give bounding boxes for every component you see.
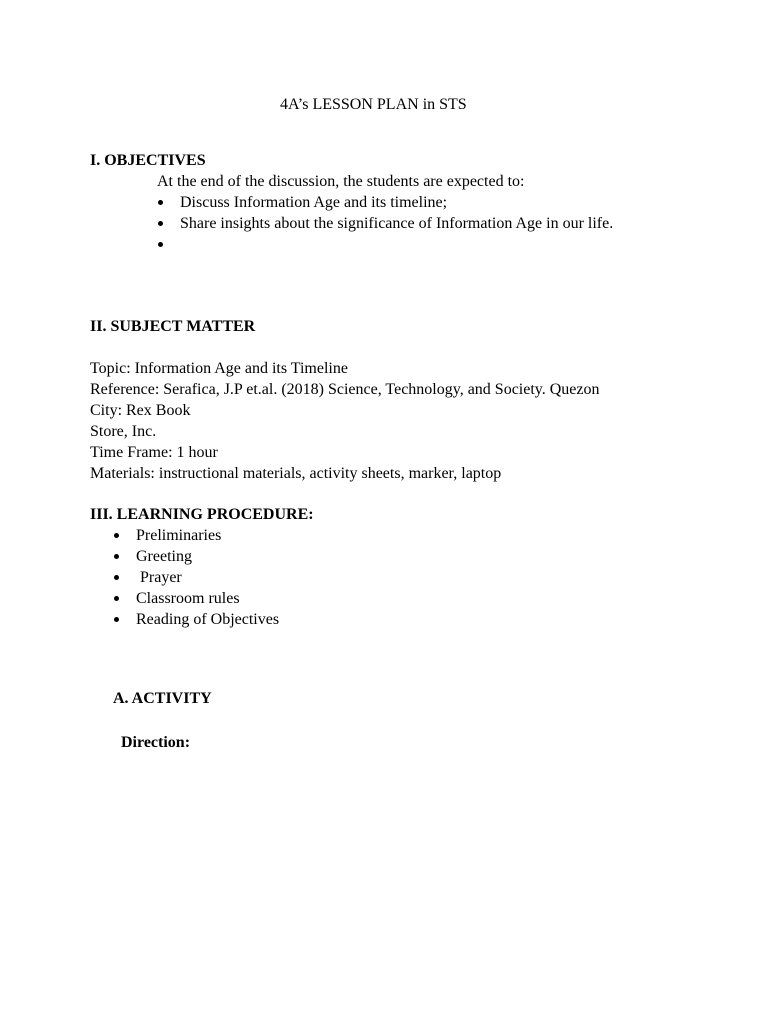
subject-matter-heading: II. SUBJECT MATTER (90, 318, 256, 335)
bullet-icon (158, 221, 163, 226)
bullet-icon (114, 575, 119, 580)
bullet-icon (158, 200, 163, 205)
topic-line: Topic: Information Age and its Timeline (90, 360, 348, 377)
reference-line: Reference: Serafica, J.P et.al. (2018) Science, Technology, and Society. Quezon (90, 381, 600, 398)
learning-procedure-heading: III. LEARNING PROCEDURE: (90, 506, 314, 523)
objectives-heading: I. OBJECTIVES (90, 152, 206, 169)
activity-heading: A. ACTIVITY (113, 690, 212, 707)
direction-label: Direction: (121, 734, 191, 751)
procedure-item: Classroom rules (136, 590, 240, 607)
procedure-item: Greeting (136, 548, 192, 565)
objective-item: Share insights about the significance of Information Age in our life. (180, 215, 614, 232)
bullet-icon (114, 533, 119, 538)
bullet-icon (114, 554, 119, 559)
objective-item: Discuss Information Age and its timeline; (180, 194, 448, 211)
reference-line: City: Rex Book (90, 402, 191, 419)
bullet-icon (158, 242, 163, 247)
materials-line: Materials: instructional materials, activity sheets, marker, laptop (90, 465, 502, 482)
procedure-item: Preliminaries (136, 527, 222, 544)
bullet-icon (114, 617, 119, 622)
bullet-icon (114, 596, 119, 601)
objectives-intro: At the end of the discussion, the students are expected to: (157, 173, 525, 190)
time-frame-line: Time Frame: 1 hour (90, 444, 218, 461)
procedure-item: Prayer (136, 569, 182, 586)
procedure-item: Reading of Objectives (136, 611, 280, 628)
reference-line: Store, Inc. (90, 423, 157, 440)
document-title: 4A’s LESSON PLAN in STS (280, 96, 467, 113)
